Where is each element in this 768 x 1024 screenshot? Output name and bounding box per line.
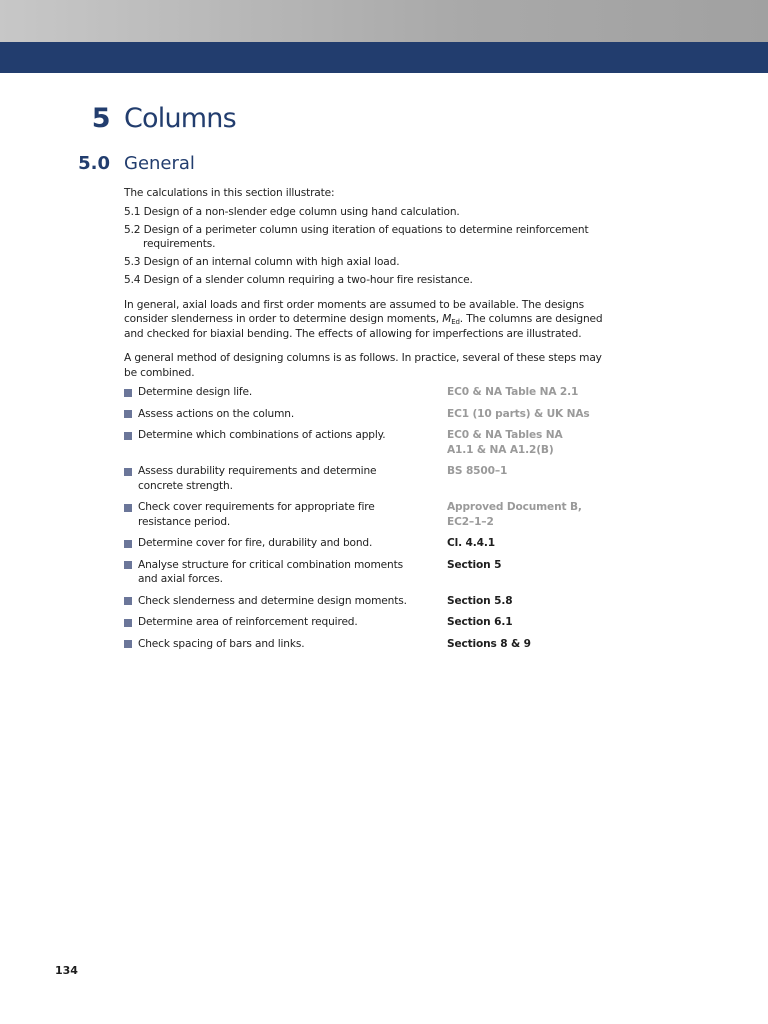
moment-subscript: Ed — [451, 318, 460, 326]
step-reference: EC1 (10 parts) & UK NAs — [447, 407, 590, 420]
step-text: Assess actions on the column. — [138, 407, 295, 420]
moment-symbol: M — [442, 313, 452, 325]
intro-text: The calculations in this section illustrate: — [124, 187, 335, 199]
step-reference: EC0 & NA Table NA 2.1 — [447, 386, 579, 398]
square-bullet-icon — [124, 432, 132, 440]
step-reference: Sections 8 & 9 — [447, 637, 531, 650]
square-bullet-icon — [124, 468, 132, 476]
step-reference: BS 8500–1 — [447, 465, 508, 477]
design-step — [124, 615, 614, 630]
step-text: Check cover requirements for appropriate fire resistance period. — [138, 501, 375, 528]
design-step — [124, 637, 614, 652]
square-bullet-icon — [124, 389, 132, 397]
step-reference: Approved Document B, EC2–1–2 — [447, 501, 582, 528]
design-step — [124, 464, 614, 493]
step-reference: Section 6.1 — [447, 616, 513, 628]
step-text: Determine which combinations of actions apply. — [138, 429, 386, 441]
square-bullet-icon — [124, 640, 132, 648]
section-heading — [0, 153, 768, 179]
step-reference: Cl. 4.4.1 — [447, 537, 495, 549]
paragraph-assumptions — [124, 298, 614, 342]
design-step — [124, 407, 614, 422]
design-step — [124, 536, 614, 551]
chapter-heading — [0, 103, 768, 143]
square-bullet-icon — [124, 410, 132, 418]
step-text: Determine design life. — [138, 386, 253, 398]
design-steps-list — [124, 385, 614, 651]
step-text: Check slenderness and determine design moments. — [138, 594, 407, 607]
step-text: Assess durability requirements and determine concrete strength. — [138, 465, 377, 492]
step-text: Analyse structure for critical combination moments and axial forces. — [138, 558, 403, 585]
square-bullet-icon — [124, 540, 132, 548]
square-bullet-icon — [124, 504, 132, 512]
example-item: 5.3 Design of an internal column with high axial load. — [124, 256, 400, 268]
paragraph-assumptions-after: . The columns are designed and checked for biaxial bending. The effects of allowing for imperfections are illustrated. — [124, 313, 603, 340]
chapter-title: Columns — [124, 103, 236, 134]
paragraph-assumptions-before: In general, axial loads and first order moments are assumed to be available. The designs consider slenderness in order to determine design moments, — [124, 298, 584, 325]
header-navy-band — [0, 42, 768, 73]
square-bullet-icon — [124, 619, 132, 627]
square-bullet-icon — [124, 561, 132, 569]
step-text: Determine cover for fire, durability and bond. — [138, 537, 373, 549]
examples-list — [124, 205, 614, 288]
step-text: Determine area of reinforcement required. — [138, 616, 358, 628]
header-grey-band — [0, 0, 768, 42]
section-title: General — [124, 153, 195, 174]
paragraph-method: A general method of designing columns is as follows. In practice, several of these steps may be combined. — [124, 352, 602, 379]
design-step — [124, 428, 614, 457]
design-step — [124, 500, 614, 529]
page-number: 134 — [55, 964, 78, 977]
design-step — [124, 385, 614, 400]
step-reference: EC0 & NA Tables NA A1.1 & NA A1.2(B) — [447, 429, 563, 456]
design-step — [124, 558, 614, 587]
step-text: Check spacing of bars and links. — [138, 637, 305, 650]
square-bullet-icon — [124, 597, 132, 605]
section-body — [124, 186, 614, 651]
section-number: 5.0 — [78, 153, 110, 174]
example-item: 5.2 Design of a perimeter column using iteration of equations to determine reinforcement requirements. — [124, 223, 589, 250]
chapter-number: 5 — [91, 103, 110, 134]
design-step — [124, 594, 614, 609]
step-reference: Section 5.8 — [447, 594, 513, 607]
example-item: 5.1 Design of a non-slender edge column using hand calculation. — [124, 205, 460, 218]
example-item: 5.4 Design of a slender column requiring a two-hour fire resistance. — [124, 274, 473, 286]
step-reference: Section 5 — [447, 558, 502, 571]
